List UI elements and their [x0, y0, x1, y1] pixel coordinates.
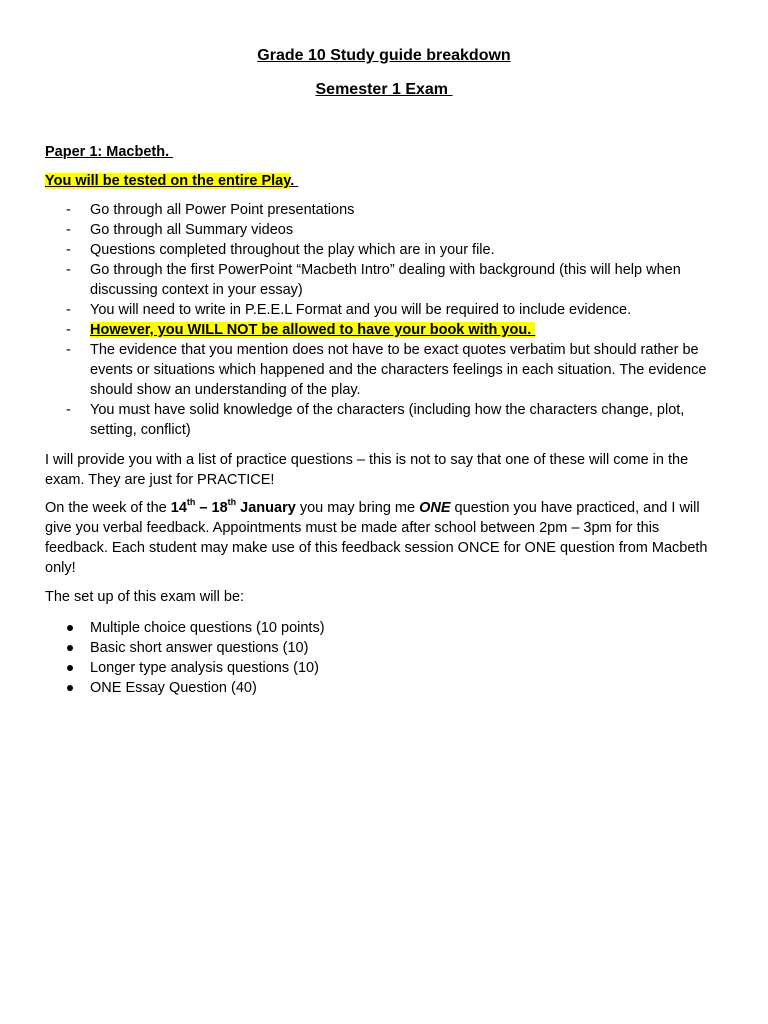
- date-end-suffix: th: [227, 497, 237, 508]
- feedback-emphasis: ONE: [419, 500, 451, 516]
- feedback-text-middle: you may bring me: [295, 500, 420, 516]
- feedback-paragraph: [45, 498, 725, 578]
- date-end: – 18: [195, 500, 228, 516]
- list-item: [45, 200, 735, 220]
- list-item: [45, 618, 735, 638]
- list-item-text: Multiple choice questions (10 points): [90, 620, 325, 636]
- practice-paragraph: I will provide you with a list of practice questions – this is not to say that one of these will come in the exam. They are just for PRACTICE!: [45, 452, 689, 488]
- list-item-text: Basic short answer questions (10): [90, 640, 309, 656]
- list-item-text: You will need to write in P.E.E.L Format and you will be required to include evidence.: [90, 302, 632, 318]
- list-item: [45, 220, 735, 240]
- list-item-text: You must have solid knowledge of the characters (including how the characters change, plot, setting, conflict): [90, 402, 685, 438]
- list-item: [45, 638, 735, 658]
- dash-marker: -: [66, 302, 71, 318]
- list-item: [45, 658, 735, 678]
- bullet-icon: [67, 665, 73, 671]
- list-item-text: Go through all Power Point presentations: [90, 202, 355, 218]
- dash-marker: -: [66, 322, 71, 338]
- dash-marker: -: [66, 262, 71, 278]
- date-start-suffix: th: [186, 497, 196, 508]
- document-title: Grade 10 Study guide breakdown: [257, 47, 511, 64]
- bullet-icon: [67, 645, 73, 651]
- list-item-text: Questions completed throughout the play which are in your file.: [90, 242, 495, 258]
- date-start: 14: [170, 500, 187, 516]
- setup-intro: The set up of this exam will be:: [45, 589, 245, 605]
- list-item-text: Go through the first PowerPoint “Macbeth Intro” dealing with background (this will help when discussing context in your essay): [90, 262, 681, 298]
- date-month: January: [236, 500, 296, 516]
- list-item: [45, 678, 735, 698]
- list-item: [45, 300, 735, 320]
- document-subtitle: Semester 1 Exam: [315, 81, 453, 98]
- bullet-icon: [67, 625, 73, 631]
- list-item: [45, 240, 735, 260]
- tested-notice-highlight: You will be tested on the entire Play: [45, 173, 291, 189]
- list-item: [45, 340, 735, 400]
- book-warning-text: However, you WILL NOT be allowed to have your book with you.: [90, 322, 536, 338]
- list-item: [45, 260, 735, 300]
- paper-heading: Paper 1: Macbeth.: [45, 144, 174, 160]
- dash-marker: -: [66, 342, 71, 358]
- feedback-text-end: question you have practiced, and I will give you verbal feedback. Appointments must be made after school between 2pm – 3pm for this feedback. Each student may make use of this feedback session ONCE for ONE question from Macbeth only!: [45, 500, 708, 576]
- feedback-date-range: [170, 497, 296, 516]
- study-tasks-list: [45, 200, 735, 440]
- dash-marker: -: [66, 222, 71, 238]
- list-item-text: ONE Essay Question (40): [90, 680, 257, 696]
- exam-sections-list: [45, 618, 735, 698]
- list-item: [45, 400, 735, 440]
- dash-marker: -: [66, 202, 71, 218]
- list-item-text: Longer type analysis questions (10): [90, 660, 319, 676]
- dash-marker: -: [66, 402, 71, 418]
- tested-notice: [45, 171, 298, 191]
- feedback-text-start: On the week of the: [45, 500, 171, 516]
- list-item: [45, 320, 735, 340]
- list-item-text: The evidence that you mention does not have to be exact quotes verbatim but should rather be events or situations which happened and the characters feelings in each situation. The evidence should show an understanding of the play.: [90, 342, 707, 398]
- bullet-icon: [67, 685, 73, 691]
- dash-marker: -: [66, 242, 71, 258]
- tested-notice-tail: .: [290, 173, 299, 189]
- list-item-text: Go through all Summary videos: [90, 222, 294, 238]
